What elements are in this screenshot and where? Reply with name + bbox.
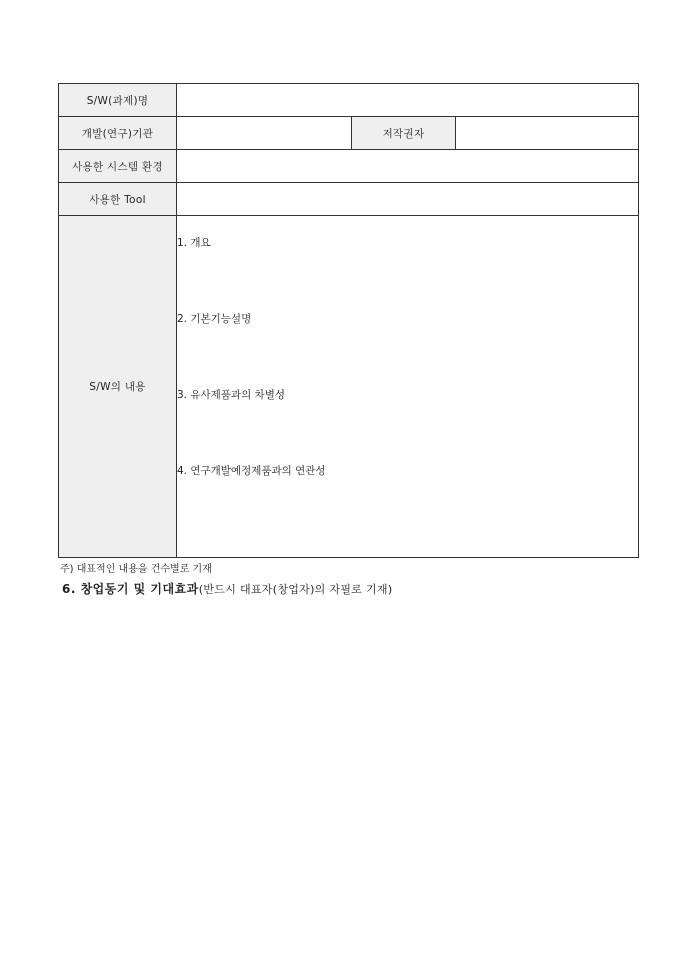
row-system-env (59, 150, 639, 183)
sw-info-table (58, 83, 639, 558)
row-tool (59, 183, 639, 216)
dev-org-field[interactable] (177, 117, 352, 150)
table-footnote: 주) 대표적인 내용을 건수별로 기재 (60, 564, 212, 575)
tool-label: 사용한 Tool (59, 183, 177, 216)
sw-name-label: S/W(과제)명 (59, 84, 177, 117)
section-heading (62, 581, 392, 598)
section-subtitle: (반드시 대표자(창업자)의 자필로 기재) (198, 583, 393, 596)
content-item-differentiation: 3. 유사제품과의 차별성 (177, 388, 285, 401)
content-item-related-products: 4. 연구개발예정제품과의 연관성 (177, 464, 326, 477)
content-item-basic-features: 2. 기본기능설명 (177, 312, 252, 325)
sw-content-field[interactable] (177, 216, 639, 558)
dev-org-label: 개발(연구)기관 (59, 117, 177, 150)
copyright-field[interactable] (456, 117, 639, 150)
copyright-label: 저작권자 (352, 117, 456, 150)
row-dev-org (59, 117, 639, 150)
content-item-overview: 1. 개요 (177, 236, 211, 249)
system-env-label: 사용한 시스템 환경 (59, 150, 177, 183)
tool-field[interactable] (177, 183, 639, 216)
section-title: 6. 창업동기 및 기대효과 (62, 582, 199, 596)
sw-name-field[interactable] (177, 84, 639, 117)
row-sw-content (59, 216, 639, 558)
system-env-field[interactable] (177, 150, 639, 183)
sw-content-label: S/W의 내용 (59, 216, 177, 558)
row-sw-name (59, 84, 639, 117)
